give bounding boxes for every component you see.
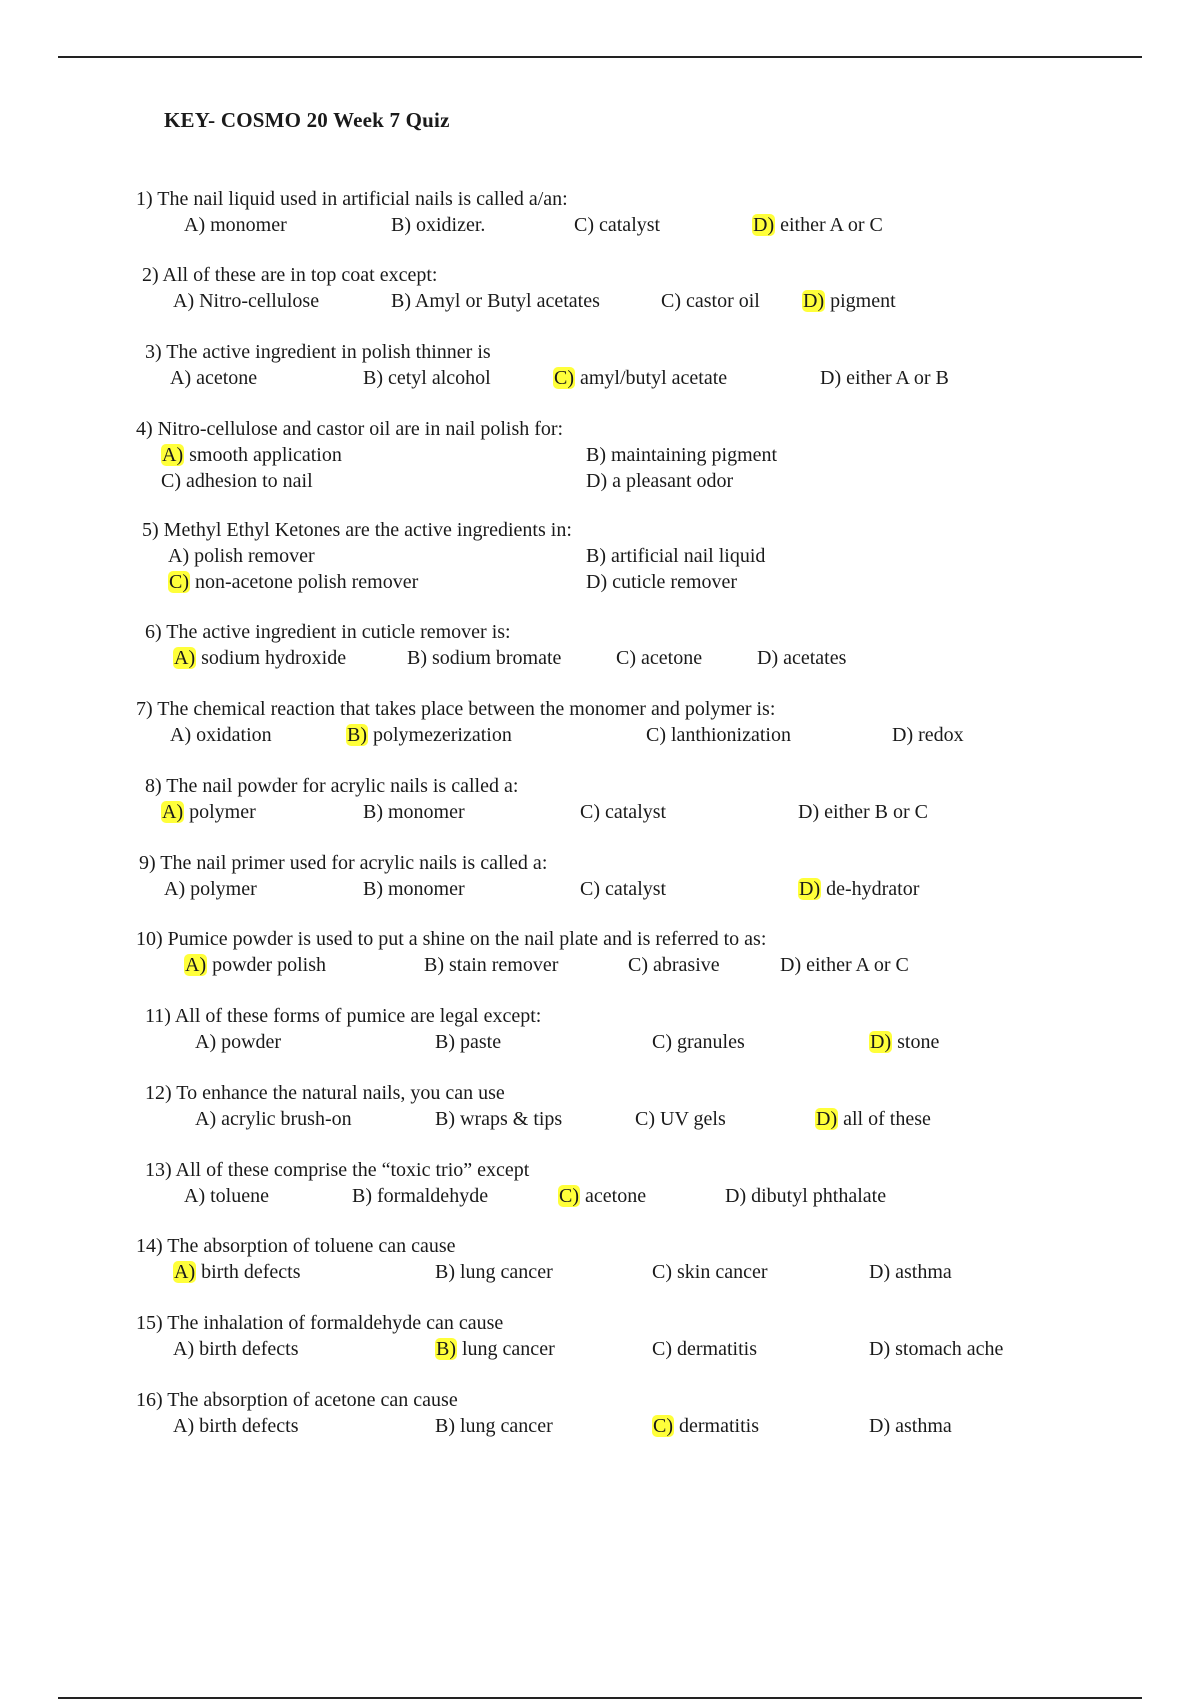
answer-option-c: [652, 1415, 759, 1438]
option-text: powder polish: [207, 954, 326, 976]
question-text: 7) The chemical reaction that takes place between the monomer and polymer is:: [136, 698, 776, 720]
answer-option-b: [407, 647, 561, 670]
option-letter: A): [170, 724, 192, 746]
answer-option-d: [725, 1185, 886, 1208]
option-text: either A or C: [801, 954, 909, 976]
answer-option-c: [652, 1338, 757, 1361]
correct-answer-highlight: C): [559, 1185, 579, 1207]
option-letter: B): [363, 367, 383, 389]
answer-option-a: [184, 214, 287, 237]
option-text: dermatitis: [674, 1415, 759, 1437]
answer-option-d: [802, 290, 896, 313]
correct-answer-highlight: B): [347, 724, 367, 746]
answer-option-d: [798, 878, 919, 901]
question-text: 1) The nail liquid used in artificial nails is called a/an:: [136, 188, 568, 210]
option-text: powder: [216, 1031, 282, 1053]
question-text: 6) The active ingredient in cuticle remover is:: [145, 621, 511, 643]
option-letter: B): [391, 290, 411, 312]
question-text: 15) The inhalation of formaldehyde can cause: [136, 1312, 504, 1334]
option-letter: B): [407, 647, 427, 669]
question-text: 4) Nitro-cellulose and castor oil are in nail polish for:: [136, 418, 564, 440]
option-text: non-acetone polish remover: [190, 571, 419, 593]
option-letter: D): [869, 1261, 891, 1283]
question-text: 8) The nail powder for acrylic nails is called a:: [145, 775, 519, 797]
option-text: UV gels: [655, 1108, 726, 1130]
option-letter: B): [586, 444, 606, 466]
option-letter: B): [435, 1031, 455, 1053]
answer-option-d: [815, 1108, 931, 1131]
option-letter: B): [424, 954, 444, 976]
correct-answer-highlight: D): [753, 214, 775, 236]
answer-option-d: [752, 214, 883, 237]
option-text: maintaining pigment: [606, 444, 778, 466]
option-text: oxidation: [191, 724, 272, 746]
option-letter: C): [580, 878, 600, 900]
option-letter: D): [725, 1185, 747, 1207]
answer-option-a: [170, 724, 272, 747]
option-text: birth defects: [194, 1415, 299, 1437]
answer-option-d: [586, 470, 733, 493]
correct-answer-highlight: A): [162, 801, 184, 823]
correct-answer-highlight: C): [653, 1415, 673, 1437]
question-text: 3) The active ingredient in polish thinner is: [145, 341, 491, 363]
answer-option-c: [574, 214, 660, 237]
correct-answer-highlight: C): [554, 367, 574, 389]
option-letter: A): [164, 878, 186, 900]
option-text: stone: [892, 1031, 940, 1053]
answer-option-c: [558, 1185, 646, 1208]
question-text: 2) All of these are in top coat except:: [142, 264, 438, 286]
option-letter: A): [173, 1415, 195, 1437]
option-text: either B or C: [819, 801, 928, 823]
answer-option-b: [586, 444, 777, 467]
option-letter: A): [170, 367, 192, 389]
answer-option-b: [346, 724, 512, 747]
option-text: cuticle remover: [607, 571, 738, 593]
answer-option-c: [652, 1031, 745, 1054]
option-text: formaldehyde: [372, 1185, 489, 1207]
option-letter: B): [435, 1415, 455, 1437]
option-text: toluene: [205, 1185, 269, 1207]
option-text: lanthionization: [666, 724, 791, 746]
question-4: [0, 418, 1200, 492]
answer-option-c: [628, 954, 720, 977]
option-text: monomer: [383, 801, 465, 823]
question-15: [0, 1312, 1200, 1372]
option-letter: B): [435, 1108, 455, 1130]
answer-option-a: [173, 290, 319, 313]
option-letter: C): [652, 1261, 672, 1283]
option-letter: C): [635, 1108, 655, 1130]
option-text: redox: [913, 724, 964, 746]
answer-option-d: [869, 1031, 939, 1054]
option-text: dermatitis: [672, 1338, 757, 1360]
option-text: de-hydrator: [821, 878, 920, 900]
option-text: granules: [672, 1031, 745, 1053]
answer-option-d: [780, 954, 909, 977]
option-letter: C): [628, 954, 648, 976]
option-letter: A): [195, 1031, 217, 1053]
option-letter: C): [652, 1031, 672, 1053]
answer-option-d: [869, 1415, 952, 1438]
question-7: [0, 698, 1200, 758]
answer-option-d: [820, 367, 949, 390]
correct-answer-highlight: D): [799, 878, 821, 900]
correct-answer-highlight: A): [162, 444, 184, 466]
option-letter: D): [869, 1338, 891, 1360]
correct-answer-highlight: D): [870, 1031, 892, 1053]
question-5: [0, 519, 1200, 593]
answer-option-d: [586, 571, 737, 594]
option-letter: C): [652, 1338, 672, 1360]
option-letter: C): [616, 647, 636, 669]
answer-option-a: [173, 1338, 299, 1361]
option-text: acetates: [778, 647, 847, 669]
correct-answer-highlight: A): [174, 647, 196, 669]
question-14: [0, 1235, 1200, 1295]
option-text: oxidizer.: [411, 214, 486, 236]
question-text: 14) The absorption of toluene can cause: [136, 1235, 456, 1257]
answer-option-c: [646, 724, 791, 747]
option-letter: B): [363, 801, 383, 823]
answer-option-a: [173, 1415, 299, 1438]
answer-option-b: [352, 1185, 488, 1208]
question-13: [0, 1159, 1200, 1219]
question-16: [0, 1389, 1200, 1449]
option-letter: A): [195, 1108, 217, 1130]
page-title: KEY- COSMO 20 Week 7 Quiz: [164, 108, 450, 132]
answer-option-c: [161, 470, 313, 493]
option-text: monomer: [383, 878, 465, 900]
correct-answer-highlight: D): [803, 290, 825, 312]
answer-option-a: [184, 1185, 269, 1208]
option-text: stain remover: [444, 954, 559, 976]
correct-answer-highlight: C): [169, 571, 189, 593]
question-6: [0, 621, 1200, 681]
option-text: acetone: [636, 647, 703, 669]
option-text: acetone: [191, 367, 258, 389]
question-8: [0, 775, 1200, 835]
option-text: artificial nail liquid: [606, 545, 766, 567]
option-letter: C): [580, 801, 600, 823]
option-text: dibutyl phthalate: [746, 1185, 887, 1207]
question-text: 13) All of these comprise the “toxic trio” except: [145, 1159, 530, 1181]
option-text: polish remover: [189, 545, 315, 567]
option-text: birth defects: [194, 1338, 299, 1360]
bottom-rule: [58, 1697, 1142, 1699]
answer-option-b: [391, 214, 485, 237]
question-text: 10) Pumice powder is used to put a shine on the nail plate and is referred to as:: [136, 928, 767, 950]
option-letter: C): [161, 470, 181, 492]
question-text: 9) The nail primer used for acrylic nails is called a:: [139, 852, 548, 874]
answer-option-a: [184, 954, 326, 977]
option-text: Amyl or Butyl acetates: [411, 290, 600, 312]
answer-option-d: [798, 801, 928, 824]
option-text: either A or C: [775, 214, 883, 236]
option-text: Nitro-cellulose: [194, 290, 320, 312]
option-text: polymer: [184, 801, 256, 823]
answer-option-a: [170, 367, 257, 390]
option-text: catalyst: [594, 214, 661, 236]
option-letter: D): [798, 801, 820, 823]
answer-option-a: [168, 545, 315, 568]
option-letter: D): [586, 470, 608, 492]
option-letter: B): [363, 878, 383, 900]
option-text: smooth application: [184, 444, 342, 466]
correct-answer-highlight: B): [436, 1338, 456, 1360]
answer-option-d: [892, 724, 964, 747]
option-text: wraps & tips: [455, 1108, 563, 1130]
question-text: 5) Methyl Ethyl Ketones are the active ingredients in:: [142, 519, 572, 541]
option-text: either A or B: [841, 367, 949, 389]
option-text: sodium hydroxide: [196, 647, 347, 669]
question-11: [0, 1005, 1200, 1065]
answer-option-c: [168, 571, 418, 594]
answer-option-a: [195, 1108, 352, 1131]
answer-option-c: [580, 878, 666, 901]
option-text: polymer: [185, 878, 257, 900]
answer-option-b: [435, 1031, 501, 1054]
option-letter: D): [586, 571, 608, 593]
answer-option-a: [195, 1031, 281, 1054]
answer-option-b: [435, 1108, 562, 1131]
option-letter: A): [173, 1338, 195, 1360]
option-text: acrylic brush-on: [216, 1108, 352, 1130]
question-12: [0, 1082, 1200, 1142]
option-letter: D): [820, 367, 842, 389]
answer-option-c: [661, 290, 760, 313]
answer-option-d: [869, 1338, 1003, 1361]
answer-option-b: [586, 545, 765, 568]
answer-option-d: [757, 647, 846, 670]
option-letter: D): [892, 724, 914, 746]
option-letter: D): [780, 954, 802, 976]
option-text: catalyst: [600, 878, 667, 900]
question-1: [0, 188, 1200, 248]
option-text: a pleasant odor: [607, 470, 734, 492]
option-text: lung cancer: [455, 1261, 553, 1283]
option-text: pigment: [825, 290, 896, 312]
option-text: catalyst: [600, 801, 667, 823]
option-letter: A): [168, 545, 190, 567]
option-text: amyl/butyl acetate: [575, 367, 728, 389]
option-text: paste: [455, 1031, 502, 1053]
answer-option-c: [616, 647, 702, 670]
answer-option-b: [424, 954, 558, 977]
answer-option-b: [363, 367, 491, 390]
question-text: 16) The absorption of acetone can cause: [136, 1389, 458, 1411]
answer-option-c: [580, 801, 666, 824]
option-text: asthma: [890, 1261, 952, 1283]
option-text: cetyl alcohol: [383, 367, 491, 389]
correct-answer-highlight: D): [816, 1108, 838, 1130]
answer-option-a: [161, 801, 256, 824]
option-text: abrasive: [648, 954, 720, 976]
option-text: lung cancer: [455, 1415, 553, 1437]
option-text: monomer: [205, 214, 287, 236]
option-letter: C): [646, 724, 666, 746]
option-letter: D): [869, 1415, 891, 1437]
answer-option-b: [435, 1338, 555, 1361]
option-letter: B): [352, 1185, 372, 1207]
option-text: adhesion to nail: [181, 470, 313, 492]
option-text: polymezerization: [368, 724, 512, 746]
answer-option-a: [161, 444, 342, 467]
top-rule: [58, 56, 1142, 58]
question-9: [0, 852, 1200, 912]
option-letter: D): [757, 647, 779, 669]
option-letter: B): [435, 1261, 455, 1283]
question-3: [0, 341, 1200, 401]
option-text: sodium bromate: [427, 647, 562, 669]
option-text: skin cancer: [672, 1261, 768, 1283]
question-10: [0, 928, 1200, 988]
option-letter: A): [173, 290, 195, 312]
answer-option-c: [652, 1261, 768, 1284]
option-text: lung cancer: [457, 1338, 555, 1360]
option-letter: C): [574, 214, 594, 236]
option-text: all of these: [838, 1108, 931, 1130]
correct-answer-highlight: A): [174, 1261, 196, 1283]
option-text: castor oil: [681, 290, 760, 312]
answer-option-b: [363, 878, 465, 901]
answer-option-b: [363, 801, 465, 824]
option-text: stomach ache: [890, 1338, 1004, 1360]
option-letter: C): [661, 290, 681, 312]
correct-answer-highlight: A): [185, 954, 207, 976]
option-letter: A): [184, 1185, 206, 1207]
answer-option-d: [869, 1261, 952, 1284]
answer-option-c: [635, 1108, 726, 1131]
answer-option-b: [391, 290, 600, 313]
answer-option-b: [435, 1415, 553, 1438]
option-text: asthma: [890, 1415, 952, 1437]
answer-option-a: [173, 647, 346, 670]
option-text: acetone: [580, 1185, 647, 1207]
question-text: 12) To enhance the natural nails, you can use: [145, 1082, 505, 1104]
option-letter: B): [391, 214, 411, 236]
question-text: 11) All of these forms of pumice are legal except:: [145, 1005, 542, 1027]
answer-option-c: [553, 367, 727, 390]
option-text: birth defects: [196, 1261, 301, 1283]
answer-option-b: [435, 1261, 553, 1284]
answer-option-a: [164, 878, 257, 901]
answer-option-a: [173, 1261, 301, 1284]
option-letter: B): [586, 545, 606, 567]
option-letter: A): [184, 214, 206, 236]
question-2: [0, 264, 1200, 324]
